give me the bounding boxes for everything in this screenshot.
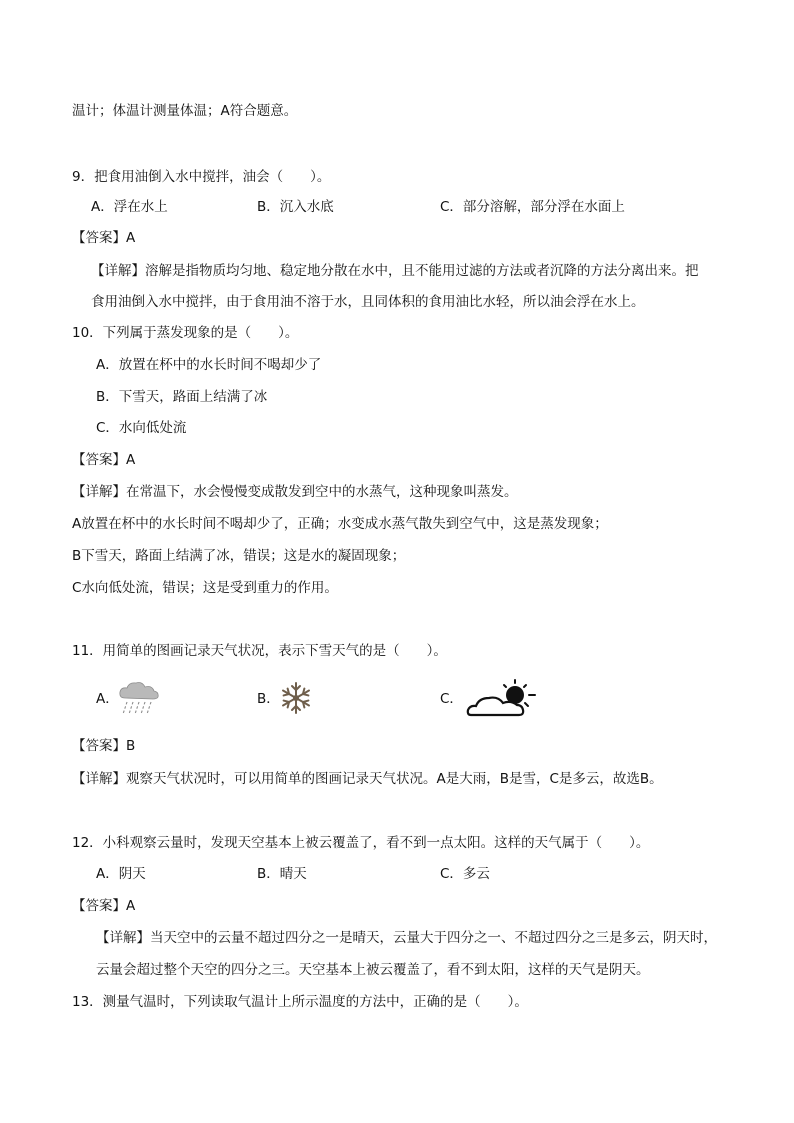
- q9-answer: 【答案】A: [72, 230, 136, 246]
- q10-question: 10．下列属于蒸发现象的是（ ）。: [72, 325, 299, 341]
- q10-option-b: B．下雪天，路面上结满了冰: [96, 389, 268, 405]
- q12-explain-2: 云量会超过整个天空的四分之三。天空基本上被云覆盖了，看不到太阳，这样的天气是阴天。: [96, 962, 650, 978]
- q10-explain-3: B下雪天，路面上结满了冰，错误；这是水的凝固现象；: [72, 548, 406, 564]
- q10-answer: 【答案】A: [72, 452, 136, 468]
- q10-explain-4: C水向低处流，错误；这是受到重力的作用。: [72, 580, 338, 596]
- q10-explain-1: 【详解】在常温下，水会慢慢变成散发到空中的水蒸气，这种现象叫蒸发。: [72, 484, 518, 500]
- q11-option-c-label: C．: [440, 691, 463, 707]
- q10-option-c: C．水向低处流: [96, 420, 187, 436]
- q9-option-c: C．部分溶解，部分浮在水面上: [440, 199, 625, 215]
- q9-option-b: B．沉入水底: [257, 199, 334, 215]
- q12-answer: 【答案】A: [72, 898, 136, 914]
- q12-option-b: B．晴天: [257, 866, 307, 882]
- q10-option-a: A．放置在杯中的水长时间不喝却少了: [96, 357, 322, 373]
- q10-explain-2: A放置在杯中的水长时间不喝却少了，正确；水变成水蒸气散失到空气中，这是蒸发现象；: [72, 516, 608, 532]
- q11-option-b-label: B．: [257, 691, 280, 707]
- q11-question: 11．用简单的图画记录天气状况，表示下雪天气的是（ ）。: [72, 643, 447, 659]
- partly-cloudy-icon: [465, 678, 545, 720]
- heavy-rain-icon: [117, 680, 161, 716]
- snowflake-icon: [279, 681, 313, 715]
- q11-option-a-label: A．: [96, 691, 119, 707]
- q9-explain-1: 【详解】溶解是指物质均匀地、稳定地分散在水中，且不能用过滤的方法或者沉降的方法分离出来。把: [91, 263, 699, 279]
- q9-option-a: A．浮在水上: [91, 199, 168, 215]
- q12-option-c: C．多云: [440, 866, 490, 882]
- q13-question: 13．测量气温时，下列读取气温计上所示温度的方法中，正确的是（ ）。: [72, 994, 528, 1010]
- q11-answer: 【答案】B: [72, 738, 136, 754]
- q12-option-a: A．阴天: [96, 866, 146, 882]
- intro-line: 温计；体温计测量体温；A符合题意。: [72, 103, 298, 119]
- q9-explain-2: 食用油倒入水中搅拌，由于食用油不溶于水，且同体积的食用油比水轻，所以油会浮在水上。: [91, 294, 645, 310]
- q12-explain-1: 【详解】当天空中的云量不超过四分之一是晴天，云量大于四分之一、不超过四分之三是多云，阴天时，: [96, 930, 717, 946]
- q11-explain-1: 【详解】观察天气状况时，可以用简单的图画记录天气状况。A是大雨，B是雪，C是多云，故选B。: [72, 771, 663, 787]
- q12-question: 12．小科观察云量时，发现天空基本上被云覆盖了，看不到一点太阳。这样的天气属于（ ）。: [72, 835, 650, 851]
- q9-question: 9．把食用油倒入水中搅拌，油会（ ）。: [72, 169, 331, 185]
